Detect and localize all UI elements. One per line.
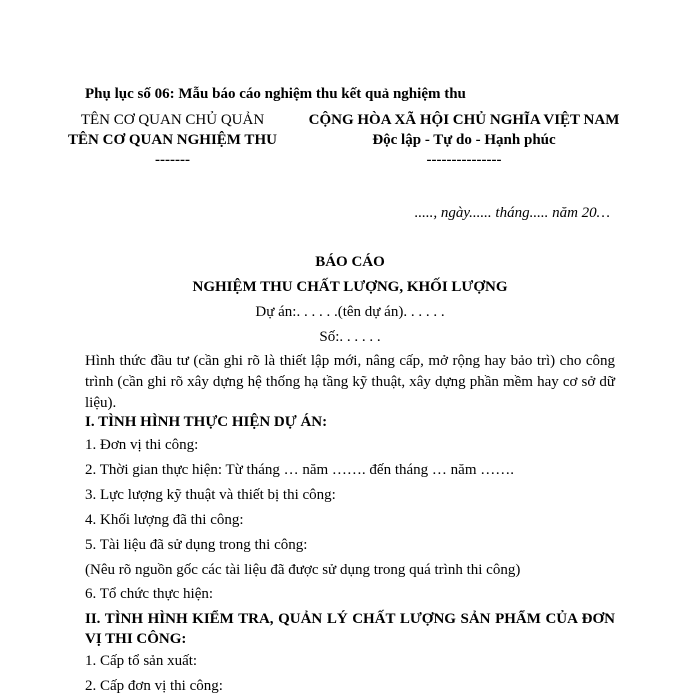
acceptance-agency-name: TÊN CƠ QUAN NGHIỆM THU [68, 132, 277, 148]
issuing-agency-block [60, 110, 285, 170]
report-subtitle: NGHIỆM THU CHẤT LƯỢNG, KHỐI LƯỢNG [192, 279, 508, 295]
national-title: CỘNG HÒA XÃ HỘI CHỦ NGHĨA VIỆT NAM [308, 112, 620, 128]
appendix-title: Phụ lục số 06: Mẫu báo cáo nghiệm thu kết quả nghiệm thu [85, 86, 466, 102]
left-separator: ------- [155, 152, 190, 168]
list-item: 2. Thời gian thực hiện: Từ tháng … năm ……. đến tháng … năm ……. [85, 462, 514, 478]
list-item: 2. Cấp đơn vị thi công: [85, 678, 223, 694]
section-1-heading: I. TÌNH HÌNH THỰC HIỆN DỰ ÁN: [85, 414, 328, 430]
report-title: BÁO CÁO [315, 254, 385, 270]
date-line: ....., ngày...... tháng..... năm 20… [414, 205, 610, 221]
intro-paragraph: Hình thức đầu tư (cần ghi rõ là thiết lập mới, nâng cấp, mở rộng hay bảo trì) cho công trình (cần ghi rõ xây dựng hệ thống hạ tầng kỹ thuật, xây dựng phần mềm hay cơ sở dữ liệu). [85, 353, 615, 411]
national-motto: Độc lập - Tự do - Hạnh phúc [372, 132, 556, 148]
section-2-heading: II. TÌNH HÌNH KIỂM TRA, QUẢN LÝ CHẤT LƯỢNG SẢN PHẨM CỦA ĐƠN VỊ THI CÔNG: [85, 611, 615, 647]
list-item: 5. Tài liệu đã sử dụng trong thi công: [85, 537, 308, 553]
list-item: 6. Tổ chức thực hiện: [85, 586, 214, 602]
list-item-note: (Nêu rõ nguồn gốc các tài liệu đã được sử dụng trong quá trình thi công) [85, 562, 521, 578]
project-line: Dự án:. . . . . .(tên dự án). . . . . . [255, 304, 445, 320]
list-item: 1. Đơn vị thi công: [85, 437, 199, 453]
list-item: 4. Khối lượng đã thi công: [85, 512, 244, 528]
national-header-block [305, 110, 623, 170]
right-separator: --------------- [426, 152, 502, 168]
number-line: Số:. . . . . . [319, 329, 381, 345]
governing-agency-name: TÊN CƠ QUAN CHỦ QUẢN [80, 112, 265, 128]
list-item: 1. Cấp tổ sản xuất: [85, 653, 198, 669]
list-item: 3. Lực lượng kỹ thuật và thiết bị thi công: [85, 487, 336, 503]
